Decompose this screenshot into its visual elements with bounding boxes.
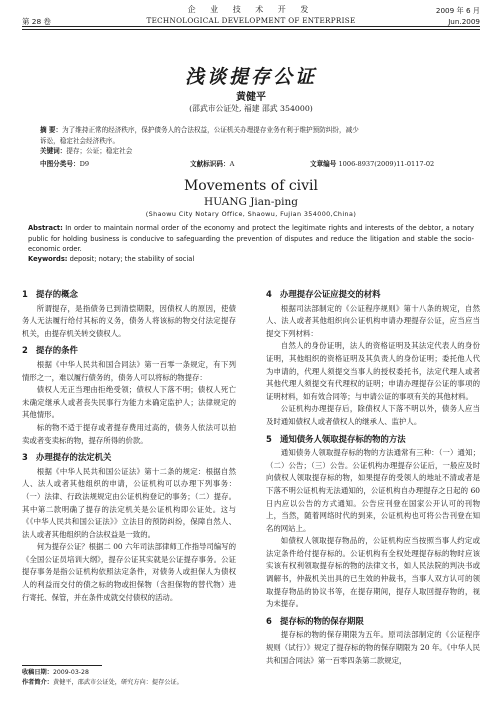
- section-5-paragraph-2: 如债权人领取提存物品的，公证机构应当按照当事人约定或法定条件给付提存标的。公证机构有全权处理提存标的物时应该实该有权利领取提存标的物的法律文书，如人民法院的判决书或调解书，仲裁机关出具的已生效的仲裁书，当事人双方认可的领取提存物品的协议书等，在提存期间，提存人取回提存物的，视为未提存。: [266, 536, 480, 609]
- abstract-label: 摘 要：: [40, 126, 63, 134]
- author-bio: 作者简介：黄健平，邵武市公证处，研究方向：提存公证。: [22, 679, 183, 686]
- issue-date: [436, 5, 480, 27]
- section-heading-3: 3 办理提存的法定机关: [22, 452, 112, 463]
- abstract-cn: [40, 125, 465, 157]
- clc-code: 中图分类号：D9: [40, 160, 90, 168]
- footnote: [22, 668, 236, 688]
- section-heading-5: 5 通知债务人领取提存标的物的方法: [266, 433, 406, 444]
- section-heading-4: 4 办理提存公证应提交的材料: [266, 289, 381, 299]
- abstract-en-label: Abstract:: [28, 224, 63, 232]
- section-5-paragraph-1: 通知债务人领取提存标的物的方法通常有三种：（一）通知；（二）公告；（三）公告。公证机构办理提存公证后，一般应及时向债权人领取提存标的物，如果提存的受领人的地址不清或者是下落不明公证机构无法通知的，公证机构自办理提存之日起的 60 日内应以公告的方式通知。公告应刊登在国家公开认可的刊物上，当然，随着网络时代的到来，公证机构也可将公告刊登在知名的网站上。: [266, 448, 480, 533]
- abstract-cn-line1: 为了维持正常的经济秩序，保护债务人的合法权益，公证机关办理提存业务有利于维护预防纠纷，减少: [62, 126, 359, 134]
- left-column: [22, 284, 236, 604]
- keywords-en: [28, 255, 474, 263]
- journal-title-cn: 企 业 技 术 开 发: [187, 5, 315, 14]
- received-date: 收稿日期：2009-03-28: [22, 669, 89, 676]
- header-rule-thick: [22, 26, 480, 27]
- right-column: [266, 284, 480, 667]
- author-en: HUANG Jian-ping: [204, 196, 298, 208]
- affiliation-en: (Shaowu City Notary Office, Shaowu, Fujian 354000,China): [145, 210, 357, 218]
- section-3-paragraph-1: 根据《中华人民共和国公证法》第十二条的规定：根据自然人、法人或者其他组织的申请，公证机构可以办理下列事务：（一）法律、行政法规规定由公证机构登记的事务；（二）提存。其中第二款明确了提存的法定机关是公证机构即公证处。这与《《中华人民共和国公证法》》立法目的预防纠纷，保障自然人、法人或者其他组织的合法权益是一致的。: [22, 466, 236, 539]
- section-4-paragraph-1: 根据司法部制定的《公证程序规则》第十八条的规定，自然人、法人或者其他组织向公证机构申请办理提存公证，应当应当提交下列材料：: [266, 303, 480, 338]
- section-4-paragraph-3: 公证机构办理提存后，除债权人下落不明以外，债务人应当及时通知债权人或者债权人的继承人、监护人。: [266, 404, 480, 426]
- section-4-paragraph-2: 自然人的身份证明，法人的资格证明及其法定代表人的身份证明，其他组织的资格证明及其负责人的身份证明；委托他人代为申请的，代理人须提交当事人的授权委托书，法定代理人或者其他代理人须提交有代理权的证明；申请办理提存公证的事项的证明材料，如有效合同等；与申请公证的事项有关的其他材料。: [266, 341, 480, 401]
- article-id: 文章编号 1006-8937(2009)11-0117-02: [310, 160, 435, 168]
- section-heading-1: 1 提存的概念: [22, 289, 78, 299]
- affiliation-cn: (邵武市公证处, 福建 邵武 354000): [189, 104, 313, 113]
- issue-date-en: Jun.2009: [448, 17, 480, 26]
- section-2-paragraph-2: 债权人无正当理由拒绝受领；债权人下落不明；债权人死亡未确定继承人或者丧失民事行为能力未确定监护人；法律规定的其他情形。: [22, 385, 236, 420]
- doc-code: 文献标识码：A: [190, 160, 235, 168]
- section-heading-2: 2 提存的条件: [22, 345, 78, 356]
- section-6-paragraph-1: 提存标的物的保存期限为五年。原司法部制定的《公证程序规则（试行）》规定了提存标的物的保存期限为 20 年。《中华人民共和国合同法》第一百零四条第二款规定，: [266, 630, 480, 665]
- keywords-cn: 提存；公证；稳定社会: [66, 147, 133, 155]
- section-3-paragraph-2: 何为提存公证？根据二 00 六年司法部律师工作指导司编写的《全国公证员培训大纲》，提存公证其实就是公证提存事务。公证提存事务是指公证机构依照法定条件，对债务人或担保人为债权人的利益而交付的债之标的物或担保物（含担保物的替代物）进行寄托、保管，并在条件成就交付债权的活动。: [22, 542, 236, 602]
- issue-date-cn: 2009 年 6 月: [435, 6, 480, 15]
- keywords-en-label: Keywords:: [28, 255, 68, 263]
- section-heading-6: 6 提存标的物的保存期限: [266, 615, 364, 626]
- author-cn: 黄健平: [236, 92, 266, 103]
- abstract-cn-line2: 诉讼，稳定社会经济秩序。: [40, 136, 120, 145]
- footnote-rule: [22, 665, 102, 666]
- article-title-cn: 浅谈提存公证: [184, 66, 317, 88]
- keywords-label: 关键词：: [40, 147, 67, 155]
- article-title-en: Movements of civil: [183, 178, 319, 194]
- abstract-en-text: In order to maintain normal order of the economy and protect the legitimate rights and interests of the debtor, a notary public for holding business is conducive to safeguarding the prevention of disputes and reduce the litigation and stable the socio-economic order.: [28, 224, 474, 254]
- volume-label: 第 28 卷: [22, 17, 51, 26]
- section-2-paragraph-1: 根据《中华人民共和国合同法》第一百零一条规定，有下列情形之一，难以履行债务的，债务人可以将标的物提存：: [22, 359, 236, 382]
- keywords-en-text: deposit; notary; the stability of social: [69, 255, 195, 263]
- abstract-en: [28, 223, 474, 255]
- header-rule-thin: [22, 29, 480, 30]
- journal-title-en: TECHNOLOGICAL DEVELOPMENT OF ENTERPRISE: [146, 16, 356, 25]
- section-2-paragraph-3: 标的物不适于提存或者提存费用过高的，债务人依法可以拍卖或者变卖标的物，提存所得的价款。: [22, 422, 236, 445]
- section-1-paragraph: 所谓提存，是指债务已到清偿期限，因债权人的原因，使债务人无法履行给付其标的义务，债务人将该标的物交付法定提存机关，由提存机关转交债权人。: [22, 303, 236, 338]
